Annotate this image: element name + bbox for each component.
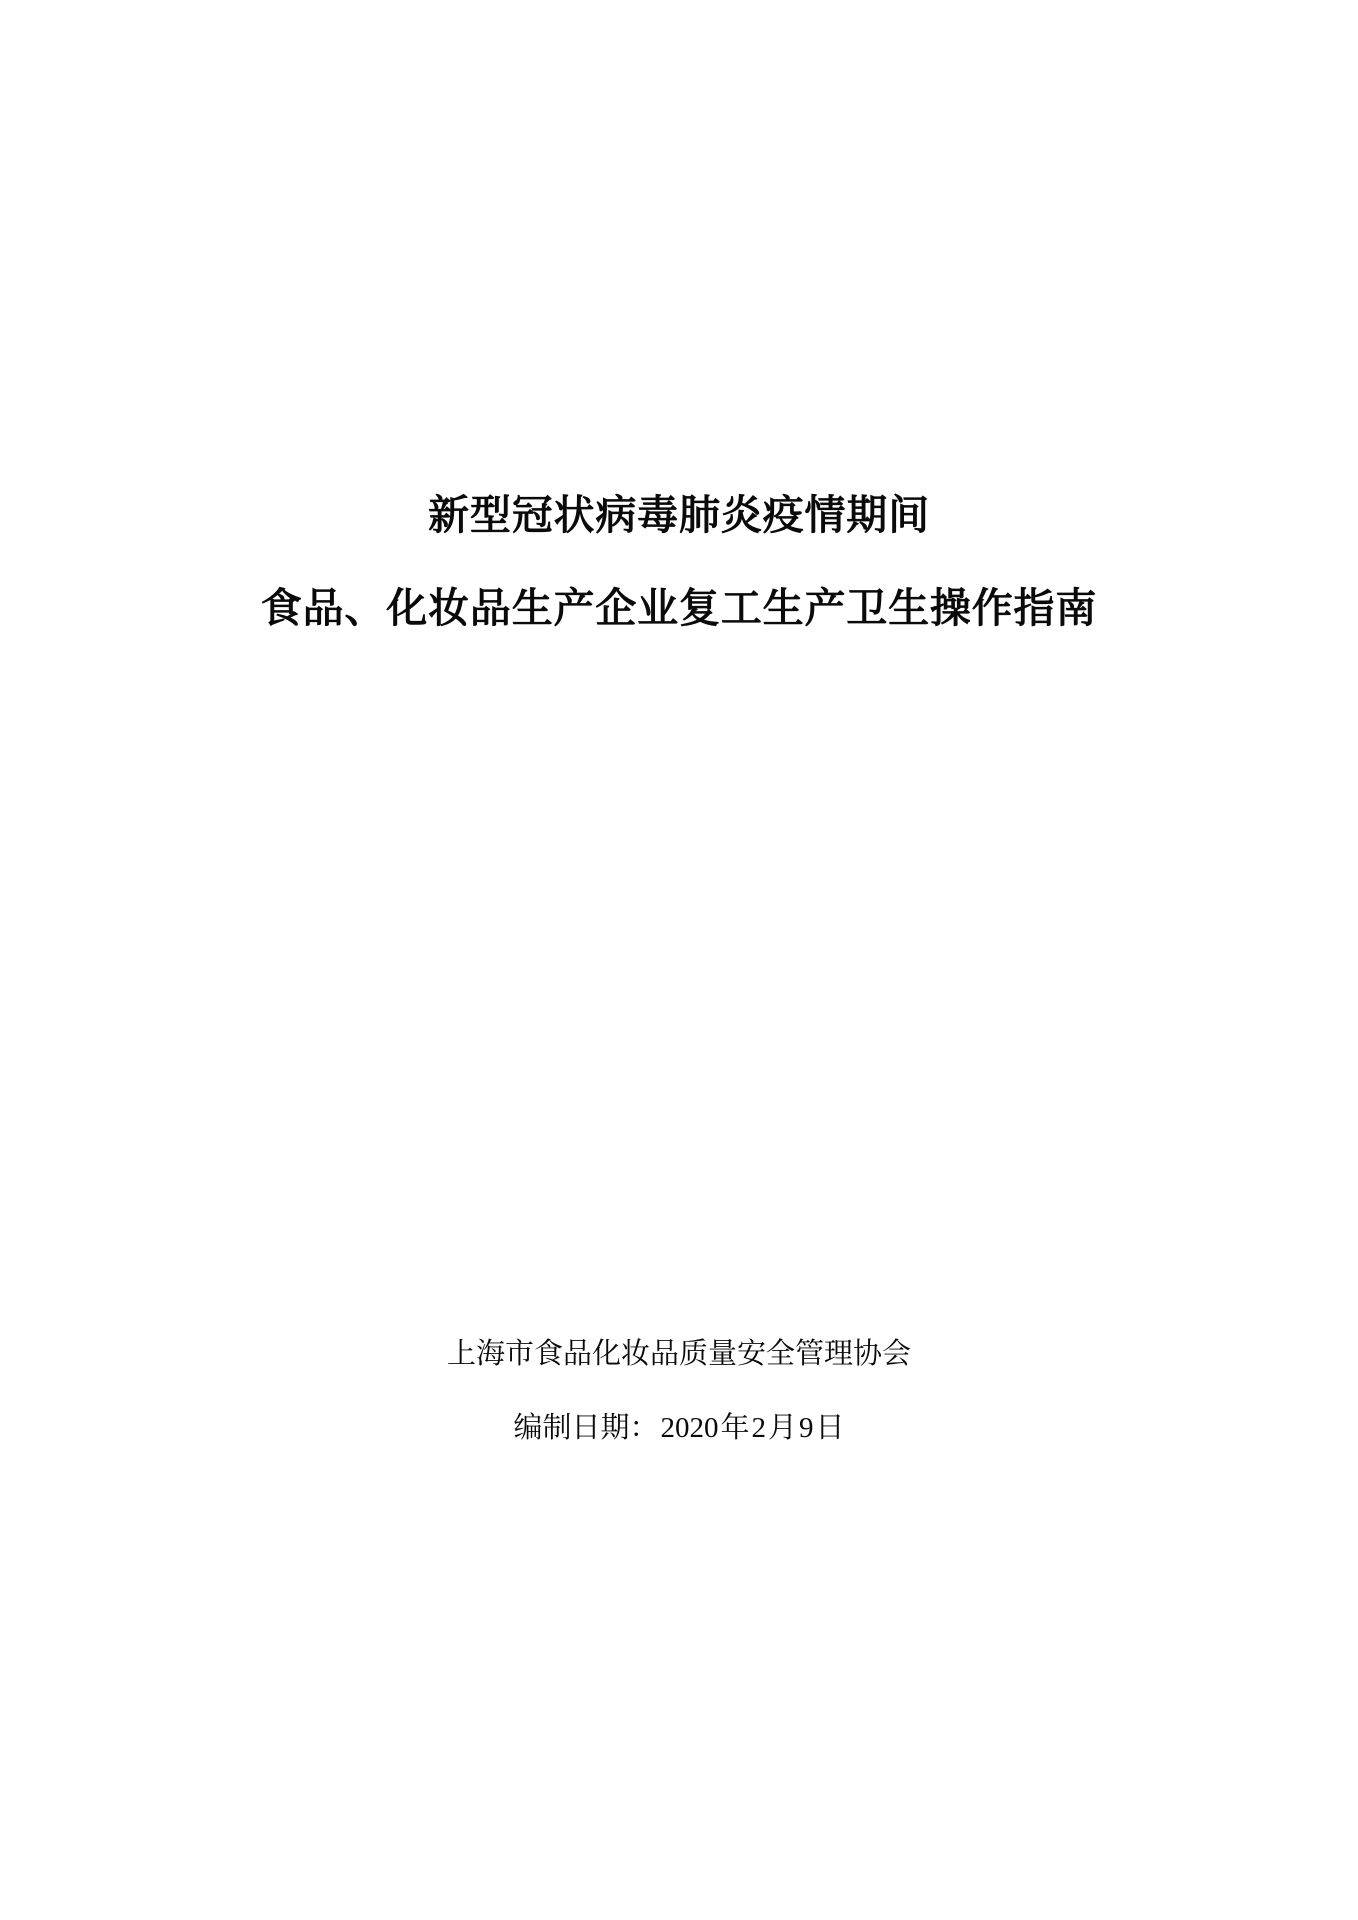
document-title-line-1: 新型冠状病毒肺炎疫情期间 <box>428 492 930 538</box>
publication-date-label: 编制日期： <box>513 1412 659 1444</box>
publication-date-year: 2020 <box>660 1412 719 1444</box>
publication-date-day: 9 <box>799 1412 814 1444</box>
publication-date-month-unit: 月 <box>768 1412 798 1444</box>
issuing-organization: 上海市食品化妆品质量安全管理协会 <box>446 1338 911 1370</box>
document-issuer-block <box>0 1340 1358 1443</box>
publication-date <box>0 1414 1358 1443</box>
publication-date-month: 2 <box>751 1412 766 1444</box>
document-title-block <box>0 492 1358 631</box>
publication-date-day-unit: 日 <box>815 1412 845 1444</box>
publication-date-year-unit: 年 <box>720 1412 750 1444</box>
document-title-line-2: 食品、化妆品生产企业复工生产卫生操作指南 <box>260 585 1098 631</box>
